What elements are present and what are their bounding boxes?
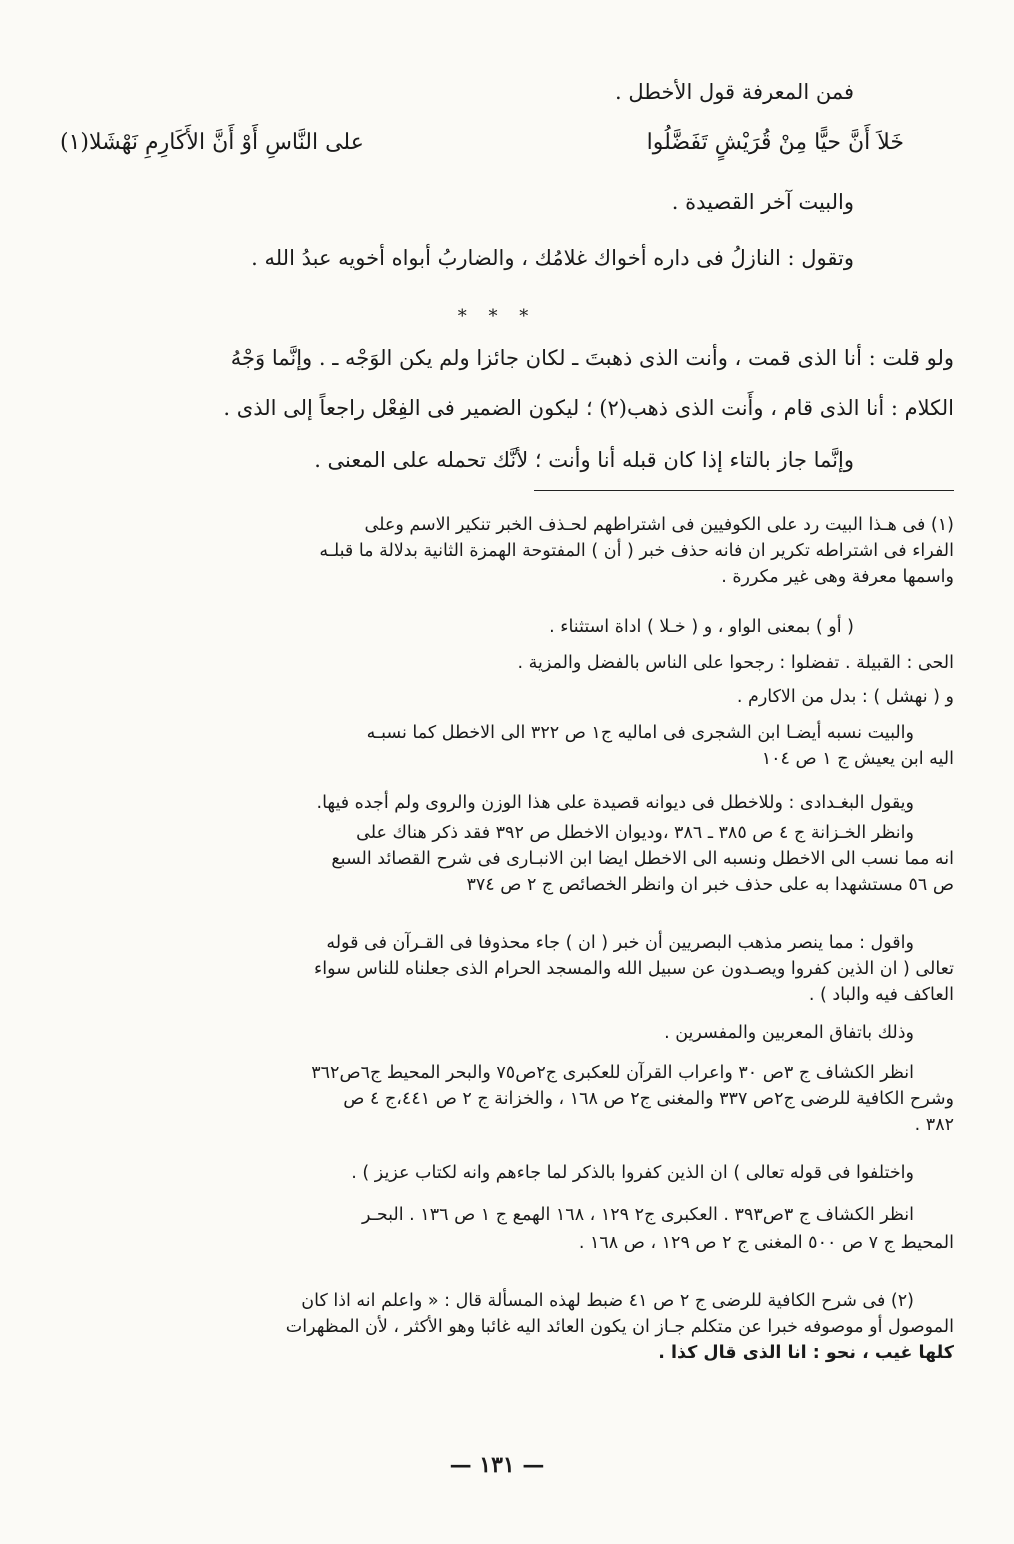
footnote-note-4-line-2: اليه ابن يعيش ج ١ ص ١٠٤ xyxy=(761,749,954,769)
intro-line: فمن المعرفة قول الأخطل . xyxy=(615,80,854,104)
page-number: — ١٣١ — xyxy=(449,1452,545,1478)
footnote-note-10-line-1: انظر الكشاف ج ٣ص٣٩٣ . العكبرى ج٢ ١٢٩ ، ١٦٨ الهمع ج ١ ص ١٣٦ . البحـر xyxy=(362,1205,914,1225)
footnote-2-line-3: كلها غيب ، نحو : انا الذى قال كذا . xyxy=(658,1343,954,1363)
footnote-note-7: وذلك باتفاق المعربين والمفسرين . xyxy=(664,1023,914,1043)
footnote-note-4-line-1: والبيت نسبه أيضـا ابن الشجرى فى اماليه ج١ ص ٣٢٢ الى الاخطل كما نسبـه xyxy=(366,723,914,743)
footnote-note-8-line-1: انظر الكشاف ج ٣ص ٣٠ واعراب القرآن للعكبرى ج٢ص٧٥ والبحر المحيط ج٦ص٣٦٢ xyxy=(311,1063,914,1083)
footnote-divider xyxy=(534,490,954,491)
verse-first-hemistich: خَلاَ أَنَّ حيًّا مِنْ قُرَيْشٍ تَفَضَّلُوا xyxy=(646,130,904,155)
paragraph-line-3: وإنَّما جاز بالتاء إذا كان قبله أنا وأنت ؛ لأنَّك تحمله على المعنى . xyxy=(314,448,854,472)
footnote-note-5-line-2: وانظر الخـزانة ج ٤ ص ٣٨٥ ـ ٣٨٦ ،وديوان الاخطل ص ٣٩٢ فقد ذكر هناك على xyxy=(356,823,914,843)
footnote-note-8-line-3: ٣٨٢ . xyxy=(914,1115,954,1135)
footnote-2-line-1: (٢) فى شرح الكافية للرضى ج ٢ ص ٤١ ضبط لهذه المسألة قال : « واعلم انه اذا كان xyxy=(301,1291,914,1311)
footnote-1-line-1: (١) فى هـذا البيت رد على الكوفيين فى اشتراطهم لحـذف الخبر تنكير الاسم وعلى xyxy=(364,515,954,535)
footnote-note-5-line-3: انه مما نسب الى الاخطل ونسبه الى الاخطل ايضا ابن الانبـارى فى شرح القصائد السبع xyxy=(331,849,954,869)
footnote-note-5-line-4: ص ٥٦ مستشهدا به على حذف خبر ان وانظر الخصائص ج ٢ ص ٣٧٤ xyxy=(466,875,954,895)
footnote-note-6-line-3: العاكف فيه والباد ) . xyxy=(808,985,954,1005)
footnote-2-line-2: الموصول أو موصوفه خبرا عن متكلم جـاز ان يكون العائد اليه غائبا وهو الأكثر ، لأن المظهرات xyxy=(285,1317,954,1337)
footnote-note-6-line-2: تعالى ( ان الذين كفروا ويصـدون عن سبيل الله والمسجد الحرام الذى جعلناه للناس سواء xyxy=(314,959,954,979)
paragraph-line-2: الكلام : أنا الذى قام ، وأَنت الذى ذهب(٢) ؛ ليكون الضمير فى الفِعْل راجعاً إلى الذى . xyxy=(223,396,954,420)
footnote-1-line-3: واسمها معرفة وهى غير مكررة . xyxy=(721,567,954,587)
footnote-note-1: ( أو ) بمعنى الواو ، و ( خـلا ) اداة استثناء . xyxy=(549,617,854,637)
poetry-verse xyxy=(40,130,954,170)
footnote-note-6-line-1: واقول : مما ينصر مذهب البصريين أن خبر ( ان ) جاء محذوفا فى القـرآن فى قوله xyxy=(326,933,914,953)
after-verse-line: والبيت آخر القصيدة . xyxy=(671,190,854,214)
paragraph-line-1: ولو قلت : أنا الذى قمت ، وأنت الذى ذهبتَ ـ لكان جائزا ولم يكن الوَجْه ـ . وإنَّما وَجْهُ xyxy=(230,346,954,370)
footnote-1-line-2: الفراء فى اشتراطه تكرير ان فانه حذف خبر ( أن ) المفتوحة الهمزة الثانية بدلالة ما قبلـه xyxy=(319,541,954,561)
example-line: وتقول : النازلُ فى داره أخواك غلامُك ، والضاربُ أبواه أخويه عبدُ الله . xyxy=(251,246,854,270)
footnote-note-8-line-2: وشرح الكافية للرضى ج٢ص ٣٣٧ والمغنى ج٢ ص ١٦٨ ، والخزانة ج ٢ ص ٤٤١،ج ٤ ص xyxy=(343,1089,954,1109)
footnote-note-10-line-2: المحيط ج ٧ ص ٥٠٠ المغنى ج ٢ ص ١٢٩ ، ص ١٦٨ . xyxy=(578,1233,954,1253)
verse-second-hemistich: على النَّاسِ أَوْ أَنَّ الأَكَارِمِ نَهْشَلا(١) xyxy=(60,130,364,155)
footnote-note-9: واختلفوا فى قوله تعالى ) ان الذين كفروا بالذكر لما جاءهم وانه لكتاب عزيز ) . xyxy=(351,1163,914,1183)
footnote-note-2: الحى : القبيلة . تفضلوا : رجحوا على الناس بالفضل والمزية . xyxy=(517,653,954,673)
footnote-note-3: و ( نهشل ) : بدل من الاكارم . xyxy=(736,687,954,707)
section-separator: * * * xyxy=(457,306,537,327)
footnote-note-5-line-1: ويقول البغـدادى : وللاخطل فى ديوانه قصيدة على هذا الوزن والروى ولم أجده فيها. xyxy=(316,793,914,813)
